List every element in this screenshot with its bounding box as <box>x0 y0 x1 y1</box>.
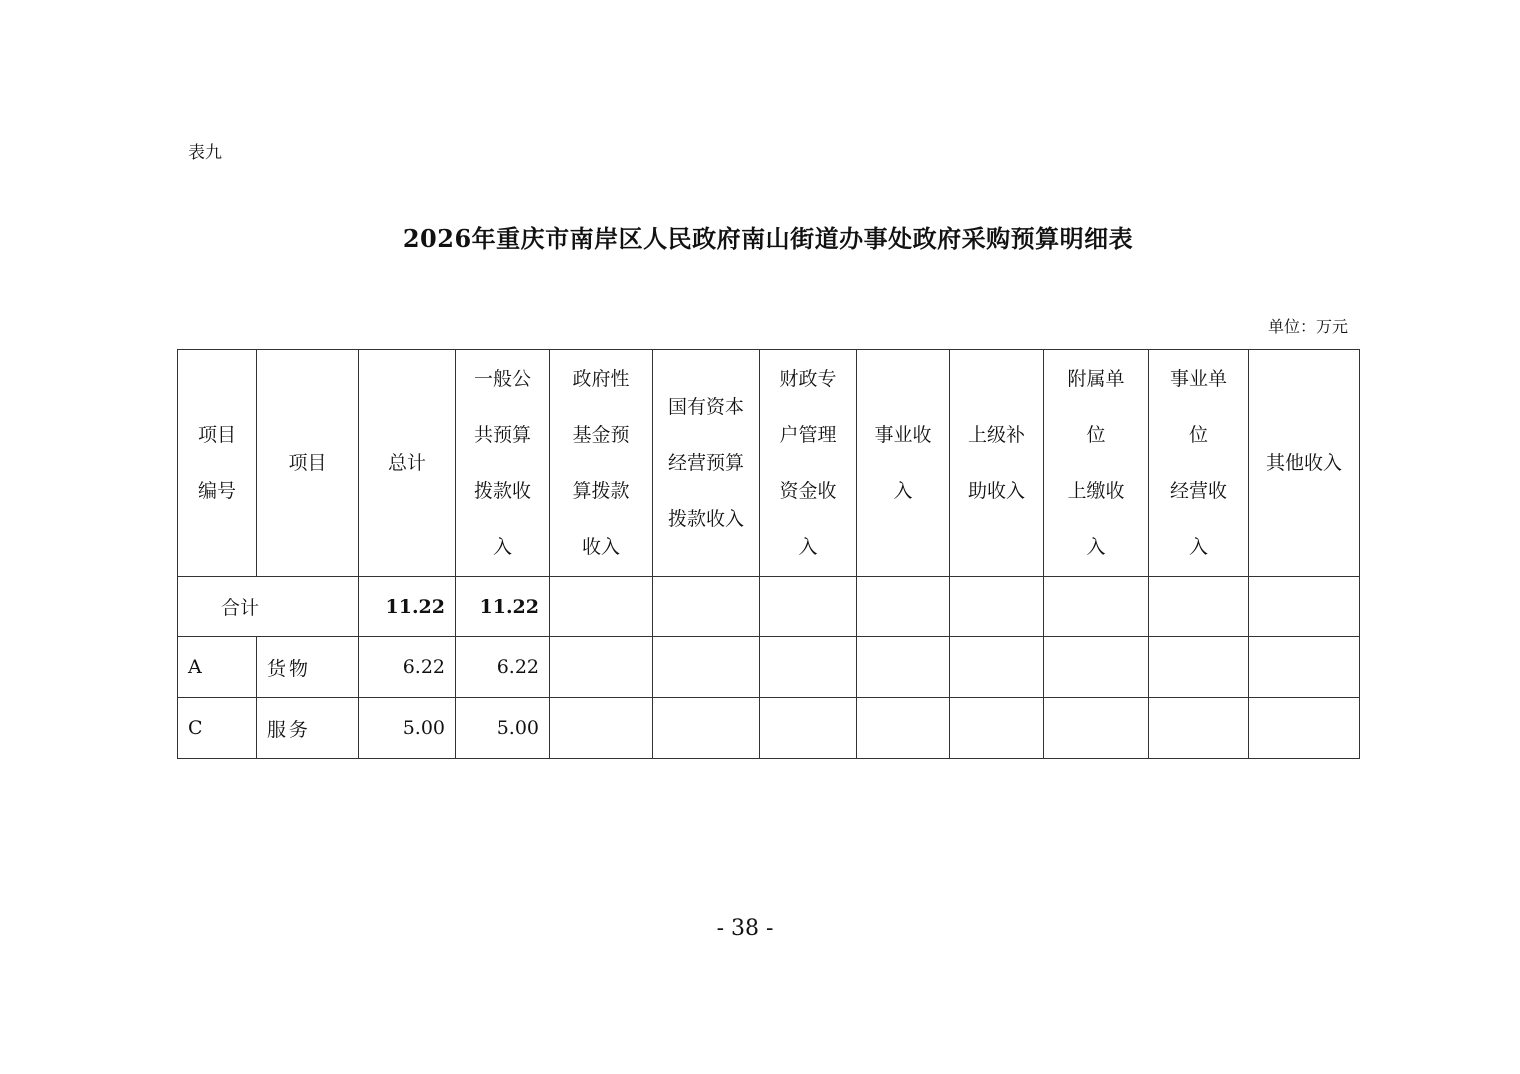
general-budget-cell: 5.00 <box>456 698 550 759</box>
empty-cell <box>653 637 760 698</box>
header-gov-fund-budget: 政府性 基金预 算拨款 收入 <box>550 350 653 577</box>
empty-cell <box>550 577 653 637</box>
empty-cell <box>857 698 950 759</box>
page-number: - 38 - <box>716 916 774 941</box>
empty-cell <box>760 577 857 637</box>
project-name-cell: 服务 <box>257 698 359 759</box>
header-affiliated-unit-payment: 附属单 位 上缴收 入 <box>1044 350 1149 577</box>
empty-cell <box>950 637 1044 698</box>
procurement-budget-table <box>177 349 1360 759</box>
empty-cell <box>653 698 760 759</box>
empty-cell <box>857 637 950 698</box>
empty-cell <box>760 698 857 759</box>
header-total: 总计 <box>359 350 456 577</box>
empty-cell <box>1044 637 1149 698</box>
general-budget-cell: 6.22 <box>456 637 550 698</box>
header-business-income: 事业收 入 <box>857 350 950 577</box>
table-label: 表九 <box>188 143 222 163</box>
project-code-cell: C <box>178 698 257 759</box>
total-cell: 11.22 <box>359 577 456 637</box>
total-row <box>178 577 1360 637</box>
unit-note: 单位：万元 <box>1267 317 1348 336</box>
empty-cell <box>1149 698 1249 759</box>
header-special-account-funds: 财政专 户管理 资金收 入 <box>760 350 857 577</box>
header-superior-subsidy: 上级补 助收入 <box>950 350 1044 577</box>
empty-cell <box>1249 698 1360 759</box>
total-label: 合计 <box>178 577 359 637</box>
general-budget-cell: 11.22 <box>456 577 550 637</box>
empty-cell <box>550 637 653 698</box>
header-general-budget: 一般公 共预算 拨款收 入 <box>456 350 550 577</box>
empty-cell <box>653 577 760 637</box>
header-project: 项目 <box>257 350 359 577</box>
total-cell: 6.22 <box>359 637 456 698</box>
empty-cell <box>950 577 1044 637</box>
empty-cell <box>1149 577 1249 637</box>
empty-cell <box>550 698 653 759</box>
project-code-cell: A <box>178 637 257 698</box>
header-project-code: 项目 编号 <box>178 350 257 577</box>
header-other-income: 其他收入 <box>1249 350 1360 577</box>
header-institution-operating-income: 事业单 位 经营收 入 <box>1149 350 1249 577</box>
empty-cell <box>1249 577 1360 637</box>
total-cell: 5.00 <box>359 698 456 759</box>
table-header-row <box>178 350 1360 577</box>
header-state-capital-budget: 国有资本 经营预算 拨款收入 <box>653 350 760 577</box>
empty-cell <box>1149 637 1249 698</box>
table-row <box>178 698 1360 759</box>
table-row <box>178 637 1360 698</box>
project-name-cell: 货物 <box>257 637 359 698</box>
empty-cell <box>1044 698 1149 759</box>
document-title: 2026年重庆市南岸区人民政府南山街道办事处政府采购预算明细表 <box>402 224 1134 253</box>
empty-cell <box>760 637 857 698</box>
empty-cell <box>950 698 1044 759</box>
empty-cell <box>1044 577 1149 637</box>
empty-cell <box>857 577 950 637</box>
empty-cell <box>1249 637 1360 698</box>
